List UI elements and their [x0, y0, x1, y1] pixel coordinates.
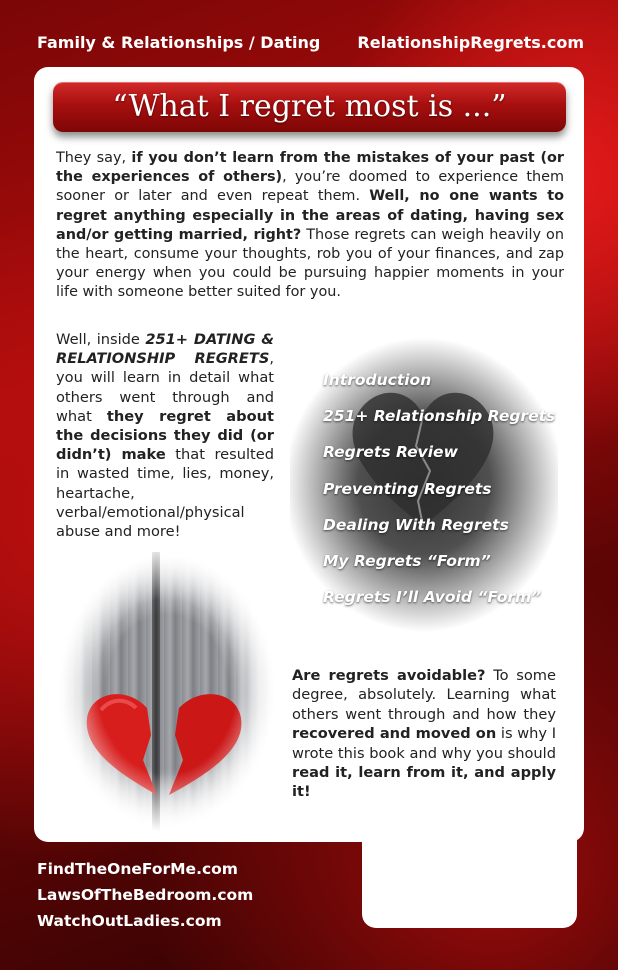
site-name: RelationshipRegrets.com — [357, 33, 584, 52]
right-column-paragraph — [292, 666, 556, 802]
intro-paragraph — [56, 149, 564, 303]
broken-heart-photo — [56, 552, 278, 832]
toc-item: 251+ Relationship Regrets — [323, 407, 556, 426]
right-bold-2: recovered and moved on — [292, 725, 497, 743]
intro-text-1: They say, — [56, 150, 132, 166]
table-of-contents — [290, 336, 558, 646]
toc-item: Introduction — [323, 371, 432, 389]
book-title-emphasis: 251+ DATING & RELATIONSHIP REGRETS — [56, 331, 274, 368]
toc-item: Dealing With Regrets — [323, 515, 509, 534]
left-bold-1: they regret about the decisions they did (or didn’t) make — [56, 407, 274, 464]
right-text-1: To some degree, absolutely. Learning what others went through and how they — [292, 667, 556, 723]
toc-item: Regrets I’ll Avoid “Form” — [323, 588, 542, 607]
intro-bold-2: Well, no one wants to regret anything especially in the areas of dating, having sex and/or getting married, right? — [56, 188, 564, 243]
toc-item: My Regrets “Form” — [323, 551, 491, 570]
right-bold-3: read it, learn from it, and apply it! — [292, 764, 556, 801]
top-bar — [37, 33, 584, 55]
left-column-paragraph — [56, 330, 274, 541]
intro-text-3: Those regrets can weigh heavily on the heart, consume your thoughts, rob you of your finances, and zap your energy when you could be pursuing happier moments in your life with someone better suited for you. — [56, 226, 564, 301]
toc-item: Preventing Regrets — [323, 479, 492, 498]
card-tab — [362, 820, 577, 928]
footer-link[interactable]: LawsOfTheBedroom.com — [37, 886, 254, 904]
footer-link[interactable]: WatchOutLadies.com — [37, 912, 222, 930]
left-text-2: , you will learn in detail what others went through and what — [56, 350, 274, 425]
toc-item: Regrets Review — [323, 443, 458, 462]
left-text-1: Well, inside — [56, 331, 146, 348]
category-label: Family & Relationships / Dating — [37, 33, 321, 52]
headline-text: “What I regret most is ...” — [112, 89, 507, 124]
footer-link[interactable]: FindTheOneForMe.com — [37, 860, 238, 878]
intro-text-2: , you’re doomed to experience them sooner or later and even repeat them. — [56, 169, 564, 205]
footer-links — [37, 856, 253, 934]
left-text-3: that resulted in wasted time, lies, money, heartache, verbal/emotional/physical abuse and more! — [56, 446, 274, 541]
headline-banner — [53, 82, 566, 132]
right-bold-1: Are regrets avoidable? — [292, 667, 486, 684]
photo-vignette — [56, 552, 278, 832]
right-text-2: is why I wrote this book and why you should — [292, 725, 557, 762]
intro-bold-1: if you don’t learn from the mistakes of your past (or the experiences of others) — [56, 150, 564, 186]
